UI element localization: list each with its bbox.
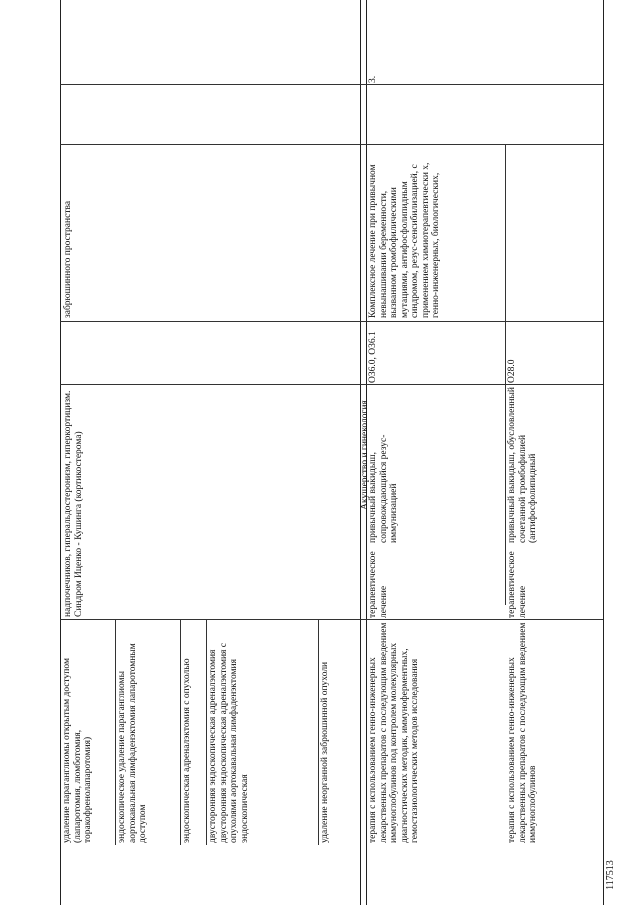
entry-diagnosis: привычный выкидыш, обусловленный сочетанной тромбофилией (антифосфолипидный (507, 387, 538, 543)
entry-codes: O36.0, O36.1 (368, 331, 378, 383)
top-col2-text: забрюшинного пространства (63, 200, 73, 318)
row-number: 3. (368, 75, 378, 83)
table-border (603, 0, 604, 905)
entry-diagnosis: привычный выкидыш, сопровождающийся резус-иммунизацией (368, 434, 399, 543)
method-item: удаление неорганной забрюшинной опухоли (320, 661, 330, 843)
top-col4-text: надпочечников, гиперальдостеронизм, гиперкортицизм. Синдром Иценко - Кушинга (кортикостерома) (63, 390, 84, 617)
method-item: эндоскопическое удаление параганглиомы аортокавальная лимфаденэктомия лапаротомным доступом (117, 643, 148, 843)
entry-method: терапия с использованием генно-инженерных лекарственных препаратов с последующим введением иммуноглобулинов под контролем молекулярных диагностических методик, иммуноферментных, гемостазиологических методов исследования (368, 622, 420, 843)
method-item: двусторонняя эндоскопическая адреналэктомия двусторонняя эндоскопическая адреналэктомия с опухолями аортокавальная лимфаденэктомия эндоскопическая (208, 642, 250, 843)
section-title: Акушерство и гинекология (360, 400, 370, 510)
method-item: эндоскопическая адреналэктомия с опухолью (182, 658, 192, 843)
entry-treatment-type: терапевтическое лечение (368, 551, 389, 618)
page-number: 117513 (605, 860, 616, 890)
method-item: удаление параганглиомы открытым доступом (лапаротомия, люмботомия, торакофренолапаротомия) (62, 658, 93, 843)
entry-codes: O28.0 (507, 359, 517, 383)
entry-treatment-type: терапевтическое лечение (507, 551, 528, 618)
row-title-text: Комплексное лечение при привычном невынашивании беременности, вызванном тромбофилическими мутациями, антифосфолипидным синдромом, резус-сенсибилизацией, с применением химиотерапевтически х, генно-инженерных, биологических, (368, 162, 441, 318)
entry-method: терапия с использованием генно-инженерных лекарственных препаратов с последующим введением иммуноглобулинов (507, 622, 538, 843)
row-divider (180, 84, 360, 85)
